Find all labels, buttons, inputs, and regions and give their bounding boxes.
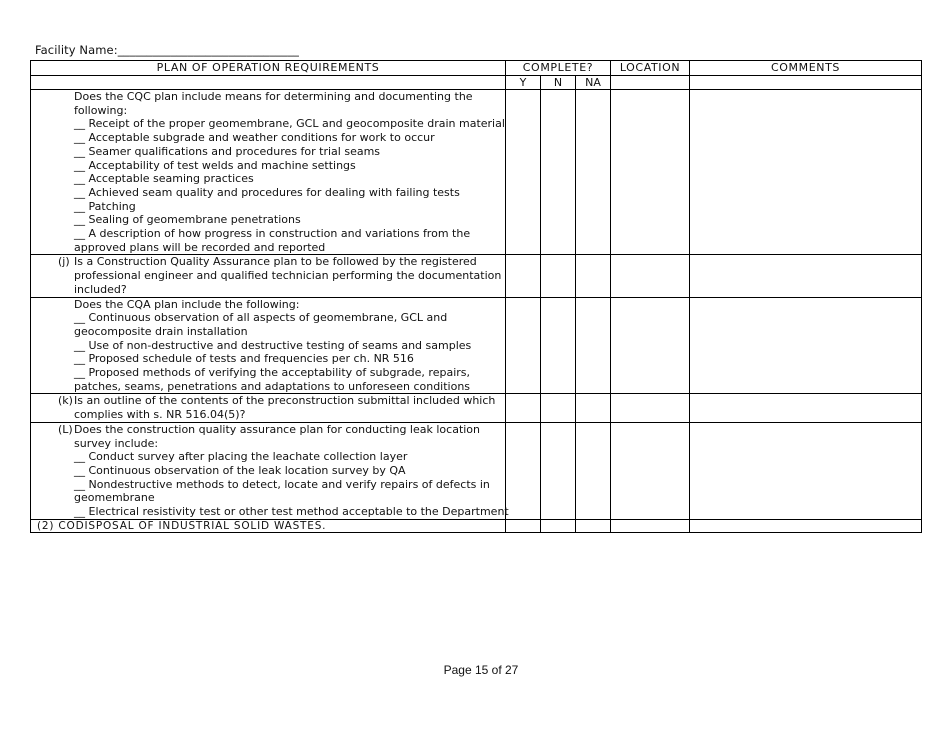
requirements-body <box>31 90 922 520</box>
complete-y-cell[interactable] <box>506 90 541 255</box>
requirement-line: __ Proposed schedule of tests and frequencies per ch. NR 516 <box>74 352 414 366</box>
requirement-line: Is a Construction Quality Assurance plan to be followed by the registered <box>74 255 477 269</box>
requirement-line: following: <box>74 103 128 117</box>
header-requirements: PLAN OF OPERATION REQUIREMENTS <box>31 61 506 76</box>
requirement-line: __ Sealing of geomembrane penetrations <box>74 213 301 227</box>
requirement-line: Does the CQA plan include the following: <box>74 297 300 311</box>
requirement-line: complies with s. NR 516.04(5)? <box>74 408 246 422</box>
complete-na-cell[interactable] <box>576 519 611 532</box>
complete-n-cell[interactable] <box>541 297 576 394</box>
comments-cell[interactable] <box>690 297 922 394</box>
requirement-line: __ Nondestructive methods to detect, locate and verify repairs of defects in <box>74 477 490 491</box>
header-y: Y <box>506 76 541 90</box>
complete-na-cell[interactable] <box>576 255 611 297</box>
requirement-line: professional engineer and qualified technician performing the documentation <box>74 269 502 283</box>
requirement-letter: (L) <box>58 422 73 436</box>
complete-n-cell[interactable] <box>541 519 576 532</box>
requirement-line: __ Achieved seam quality and procedures for dealing with failing tests <box>74 185 460 199</box>
requirement-cell <box>31 394 506 422</box>
requirement-letter: (k) <box>58 394 73 408</box>
table-row <box>31 422 922 519</box>
location-cell[interactable] <box>611 297 690 394</box>
section-title: (2) CODISPOSAL OF INDUSTRIAL SOLID WASTES. <box>31 519 506 532</box>
complete-na-cell[interactable] <box>576 90 611 255</box>
header-n: N <box>541 76 576 90</box>
requirement-line: Does the construction quality assurance plan for conducting leak location <box>74 422 481 436</box>
comments-cell[interactable] <box>690 519 922 532</box>
requirement-line: __ Electrical resistivity test or other test method acceptable to the Department <box>74 505 509 519</box>
section-row <box>31 519 922 532</box>
header-na: NA <box>576 76 611 90</box>
requirement-line: __ Acceptable seaming practices <box>74 172 254 186</box>
facility-name-blank: _______________________________ <box>117 43 300 57</box>
complete-y-cell[interactable] <box>506 255 541 297</box>
requirement-line: Does the CQC plan include means for determining and documenting the <box>74 90 473 103</box>
requirement-line: __ Seamer qualifications and procedures for trial seams <box>74 144 381 158</box>
subheader-location-blank <box>611 76 690 90</box>
requirement-line: __ Continuous observation of the leak location survey by QA <box>74 463 406 477</box>
complete-y-cell[interactable] <box>506 422 541 519</box>
complete-y-cell[interactable] <box>506 519 541 532</box>
comments-cell[interactable] <box>690 90 922 255</box>
table-header-row <box>31 61 922 76</box>
requirement-line: geomembrane <box>74 491 155 505</box>
requirement-line: patches, seams, penetrations and adaptations to unforeseen conditions <box>74 379 471 393</box>
location-cell[interactable] <box>611 394 690 422</box>
requirement-line: __ A description of how progress in construction and variations from the <box>74 227 471 241</box>
subheader-comments-blank <box>690 76 922 90</box>
requirement-line: __ Acceptability of test welds and machine settings <box>74 158 356 172</box>
location-cell[interactable] <box>611 90 690 255</box>
requirement-cell <box>31 255 506 297</box>
comments-cell[interactable] <box>690 255 922 297</box>
complete-n-cell[interactable] <box>541 422 576 519</box>
comments-cell[interactable] <box>690 394 922 422</box>
requirements-table <box>30 60 922 533</box>
table-row <box>31 297 922 394</box>
requirement-line: survey include: <box>74 436 159 450</box>
header-location: LOCATION <box>611 61 690 76</box>
table-subheader-row <box>31 76 922 90</box>
requirement-line: approved plans will be recorded and reported <box>74 240 326 254</box>
table-row <box>31 90 922 255</box>
facility-name-label: Facility Name: <box>35 43 118 57</box>
requirement-letter: (j) <box>58 255 70 269</box>
complete-y-cell[interactable] <box>506 297 541 394</box>
page-number: Page 15 of 27 <box>443 663 519 677</box>
requirement-line: __ Continuous observation of all aspects of geomembrane, GCL and <box>74 311 448 325</box>
subheader-blank <box>31 76 506 90</box>
location-cell[interactable] <box>611 255 690 297</box>
complete-na-cell[interactable] <box>576 394 611 422</box>
requirement-line: __ Patching <box>74 199 136 213</box>
table-row <box>31 255 922 297</box>
location-cell[interactable] <box>611 422 690 519</box>
complete-n-cell[interactable] <box>541 90 576 255</box>
header-comments: COMMENTS <box>690 61 922 76</box>
requirement-line: Is an outline of the contents of the preconstruction submittal included which <box>74 394 496 408</box>
complete-na-cell[interactable] <box>576 297 611 394</box>
requirement-line: __ Receipt of the proper geomembrane, GCL and geocomposite drain material <box>74 117 505 131</box>
facility-name-field <box>35 43 299 57</box>
requirement-line: geocomposite drain installation <box>74 324 248 338</box>
requirement-line: __ Use of non-destructive and destructive testing of seams and samples <box>74 338 472 352</box>
table-row <box>31 394 922 422</box>
header-complete: COMPLETE? <box>506 61 611 76</box>
requirement-cell <box>31 297 506 394</box>
requirement-cell <box>31 90 506 255</box>
complete-n-cell[interactable] <box>541 255 576 297</box>
requirement-line: __ Conduct survey after placing the leachate collection layer <box>74 450 408 464</box>
requirement-line: included? <box>74 282 127 296</box>
requirement-cell <box>31 422 509 519</box>
complete-na-cell[interactable] <box>576 422 611 519</box>
location-cell[interactable] <box>611 519 690 532</box>
complete-y-cell[interactable] <box>506 394 541 422</box>
complete-n-cell[interactable] <box>541 394 576 422</box>
requirement-line: __ Acceptable subgrade and weather conditions for work to occur <box>74 131 435 145</box>
requirement-line: __ Proposed methods of verifying the acceptability of subgrade, repairs, <box>74 366 471 380</box>
comments-cell[interactable] <box>690 422 922 519</box>
